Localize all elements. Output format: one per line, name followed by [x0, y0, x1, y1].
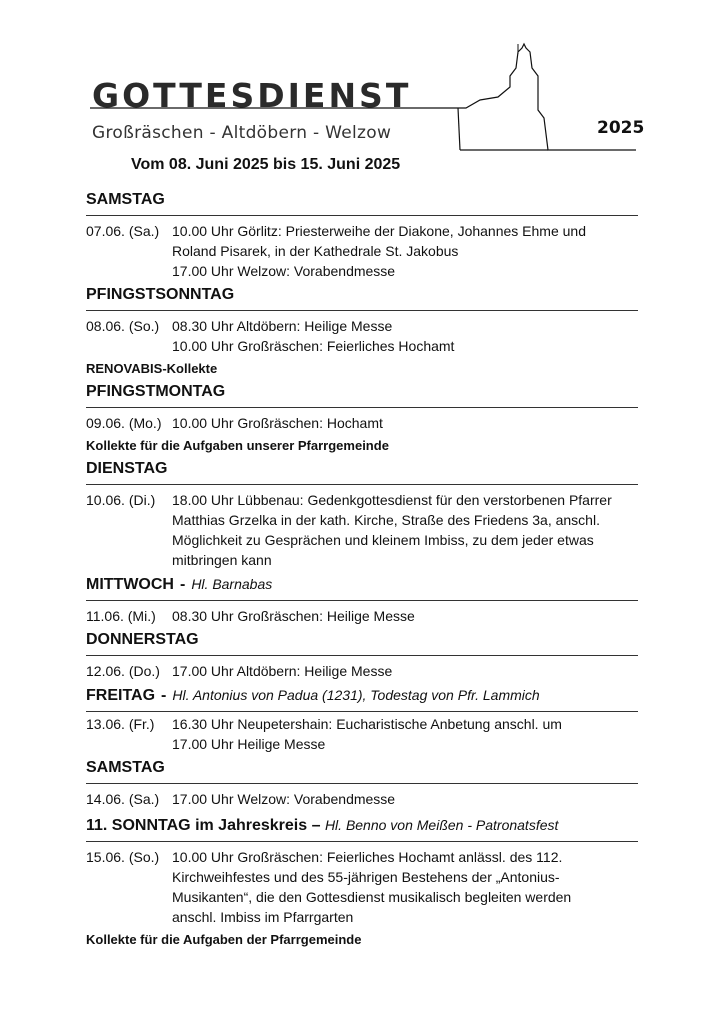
entry-date: 11.06. (Mi.)	[86, 608, 156, 624]
day-heading: DONNERSTAG	[86, 630, 638, 656]
schedule-entry	[86, 490, 638, 570]
schedule-entry	[86, 606, 638, 626]
entry-line: Möglichkeit zu Gesprächen und kleinem Imbiss, zu dem jeder etwas	[172, 532, 594, 548]
day-heading: SAMSTAG	[86, 190, 638, 216]
entry-line: 17.00 Uhr Altdöbern: Heilige Messe	[172, 663, 393, 679]
entry-line: Matthias Grzelka in der kath. Kirche, Straße des Friedens 3a, anschl.	[172, 512, 600, 528]
entry-line: 10.00 Uhr Großräschen: Feierliches Hochamt anlässl. des 112.	[172, 849, 563, 865]
entry-date: 08.06. (So.)	[86, 318, 160, 334]
entry-line: mitbringen kann	[172, 552, 272, 568]
collection-note: Kollekte für die Aufgaben unserer Pfarrgemeinde	[86, 438, 389, 453]
entry-date: 09.06. (Mo.)	[86, 415, 162, 431]
entry-line: 18.00 Uhr Lübbenau: Gedenkgottesdienst für den verstorbenen Pfarrer	[172, 492, 612, 508]
entry-line: 10.00 Uhr Großräschen: Feierliches Hochamt	[172, 338, 455, 354]
entry-line: Musikanten“, die den Gottesdienst musikalisch begleiten werden	[172, 889, 572, 905]
schedule-entry	[86, 847, 638, 927]
schedule-entry	[86, 221, 638, 281]
schedule-entry	[86, 316, 638, 356]
entry-line: 17.00 Uhr Welzow: Vorabendmesse	[172, 791, 396, 807]
entry-line: Kirchweihfestes und des 55-jährigen Bestehens der „Antonius-	[172, 869, 560, 885]
saint-of-day: Hl. Barnabas	[191, 576, 273, 592]
entry-date: 12.06. (Do.)	[86, 663, 160, 679]
page-title: GOTTESDIENST	[92, 76, 412, 115]
entry-line: 08.30 Uhr Großräschen: Heilige Messe	[172, 608, 415, 624]
page-subtitle: Großräschen - Altdöbern - Welzow	[92, 123, 392, 143]
entry-line: 17.00 Uhr Welzow: Vorabendmesse	[172, 263, 396, 279]
entry-line: 10.00 Uhr Görlitz: Priesterweihe der Diakone, Johannes Ehme und	[172, 223, 586, 239]
schedule-entry	[86, 789, 638, 809]
collection-note: Kollekte für die Aufgaben der Pfarrgemeinde	[86, 932, 362, 947]
schedule-entry	[86, 714, 638, 754]
entry-line: 16.30 Uhr Neupetershain: Eucharistische Anbetung anschl. um	[172, 716, 562, 732]
schedule-entry	[86, 413, 638, 433]
entry-date: 07.06. (Sa.)	[86, 223, 160, 239]
entry-line: anschl. Imbiss im Pfarrgarten	[172, 909, 354, 925]
entry-date: 13.06. (Fr.)	[86, 716, 155, 732]
entry-date: 10.06. (Di.)	[86, 492, 156, 508]
day-heading: 11. SONNTAG im Jahreskreis – Hl. Benno von Meißen - Patronatsfest	[86, 815, 638, 842]
day-heading: PFINGSTSONNTAG	[86, 285, 638, 311]
collection-note: RENOVABIS-Kollekte	[86, 361, 218, 376]
day-heading: FREITAG - Hl. Antonius von Padua (1231), Todestag von Pfr. Lammich	[86, 685, 638, 712]
saint-of-day: Hl. Benno von Meißen - Patronatsfest	[324, 817, 559, 833]
entry-line: 08.30 Uhr Altdöbern: Heilige Messe	[172, 318, 393, 334]
entry-line: Roland Pisarek, in der Kathedrale St. Jakobus	[172, 243, 459, 259]
date-range: Vom 08. Juni 2025 bis 15. Juni 2025	[131, 156, 401, 173]
saint-of-day: Hl. Antonius von Padua (1231), Todestag von Pfr. Lammich	[172, 687, 540, 703]
day-heading: MITTWOCH - Hl. Barnabas	[86, 574, 638, 601]
header	[0, 0, 724, 190]
entry-line: 17.00 Uhr Heilige Messe	[172, 736, 326, 752]
year-label: 2025	[597, 118, 645, 138]
day-heading: DIENSTAG	[86, 459, 638, 485]
entry-line: 10.00 Uhr Großräschen: Hochamt	[172, 415, 383, 431]
day-heading: SAMSTAG	[86, 758, 638, 784]
schedule	[86, 188, 638, 953]
day-heading: PFINGSTMONTAG	[86, 382, 638, 408]
entry-date: 14.06. (Sa.)	[86, 791, 160, 807]
entry-date: 15.06. (So.)	[86, 849, 160, 865]
schedule-entry	[86, 661, 638, 681]
